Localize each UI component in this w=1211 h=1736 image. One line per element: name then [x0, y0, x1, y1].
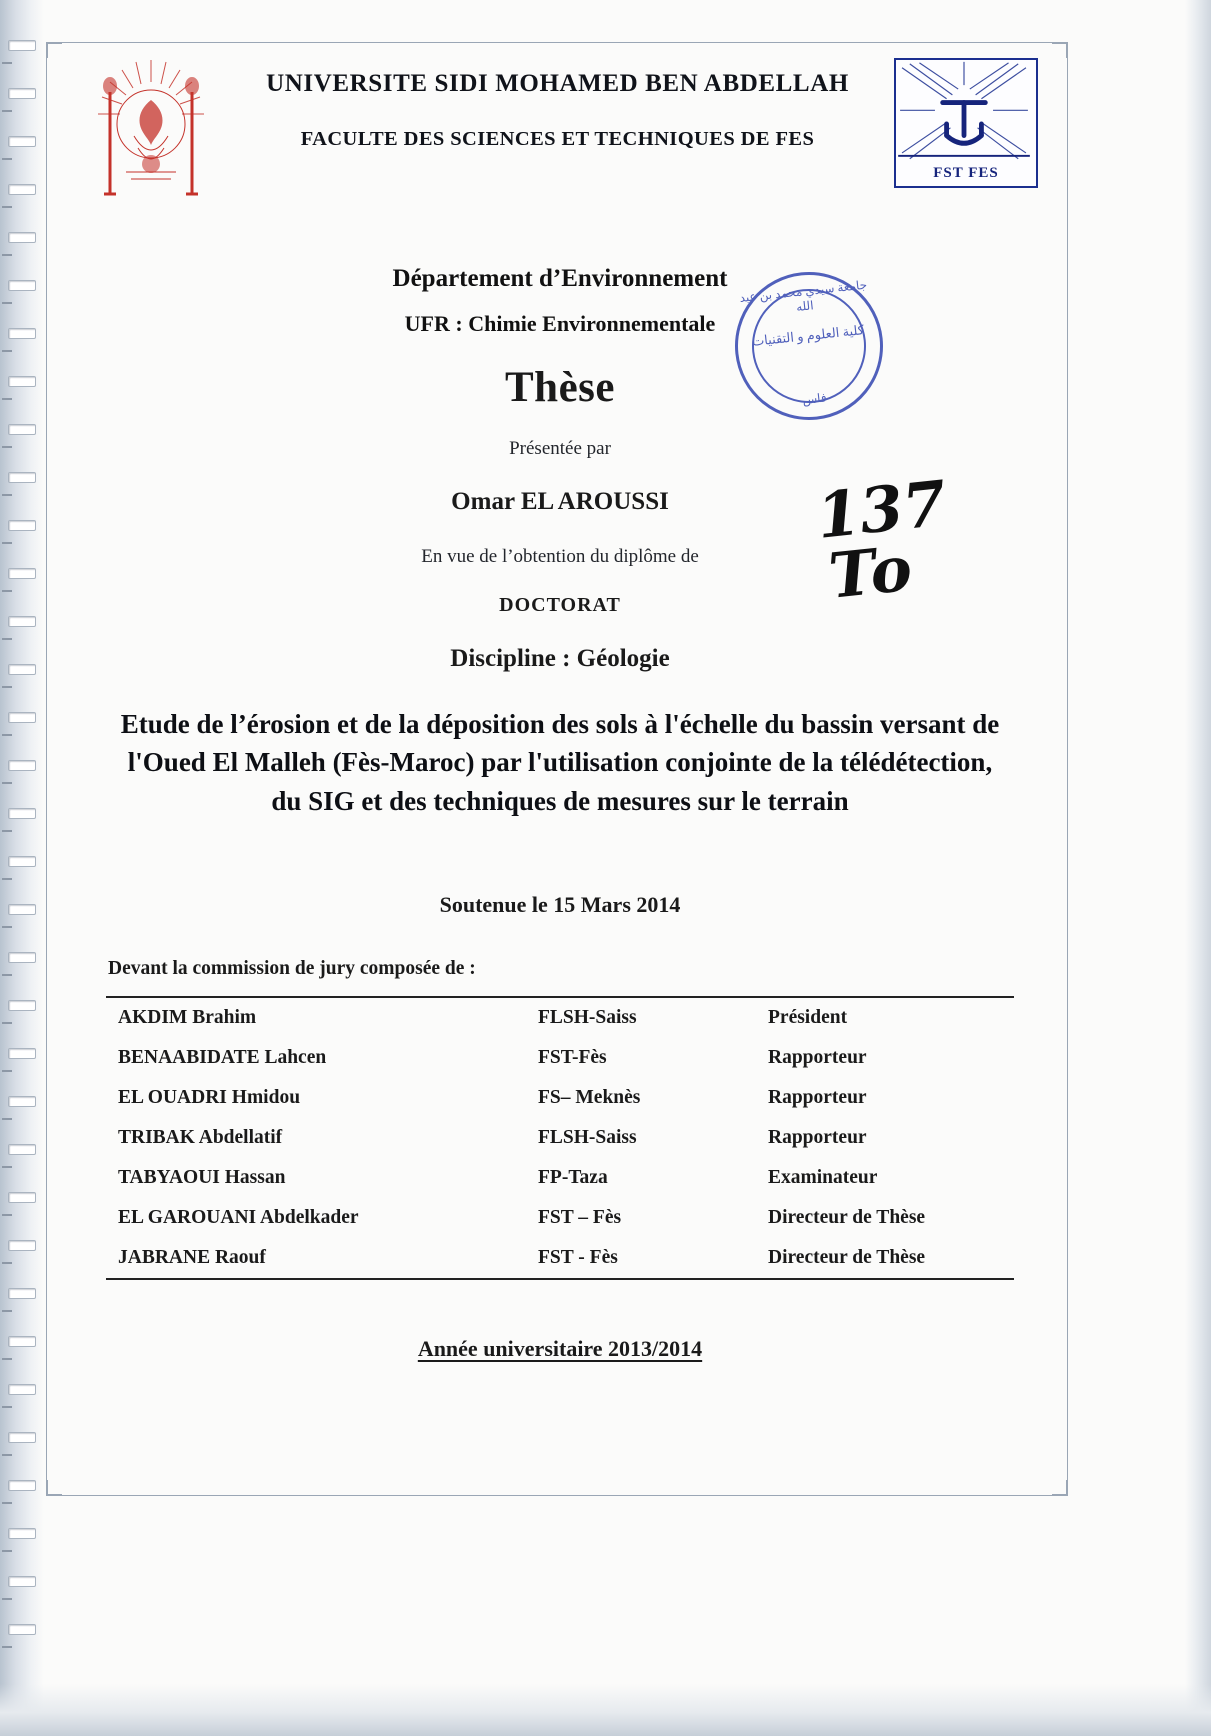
binding-tick	[2, 878, 12, 880]
jury-row	[106, 1238, 1014, 1279]
academic-year: Année universitaire 2013/2014	[417, 1335, 703, 1361]
binding-tick	[2, 686, 12, 688]
jury-row	[106, 1158, 1014, 1198]
handwritten-line-1: 137	[813, 466, 950, 553]
binding-hole	[8, 1336, 36, 1347]
handwritten-call-number	[813, 466, 955, 613]
jury-row	[106, 1078, 1014, 1118]
jury-member-role: Rapporteur	[768, 1086, 867, 1108]
jury-row	[106, 1118, 1014, 1158]
jury-member-role: Directeur de Thèse	[768, 1206, 926, 1228]
jury-member-affiliation: FST - Fès	[538, 1246, 618, 1268]
binding-tick	[2, 158, 12, 160]
jury-row	[106, 1038, 1014, 1078]
jury-member-name: TRIBAK Abdellatif	[118, 1126, 283, 1148]
jury-member-role: Directeur de Thèse	[768, 1246, 926, 1268]
jury-member-role: Examinateur	[768, 1166, 878, 1188]
jury-member-affiliation: FP-Taza	[538, 1166, 608, 1188]
binding-tick	[2, 590, 12, 592]
binding-hole	[8, 1240, 36, 1251]
binding-hole	[8, 136, 36, 147]
page-right-shadow	[1185, 0, 1211, 1736]
jury-member-name: AKDIM Brahim	[118, 1006, 257, 1028]
binding-hole	[8, 1048, 36, 1059]
university-name: UNIVERSITE SIDI MOHAMED BEN ABDELLAH	[266, 70, 849, 97]
jury-member-affiliation: FLSH-Saiss	[538, 1126, 637, 1148]
jury-member-affiliation: FST-Fès	[538, 1046, 607, 1068]
binding-tick	[2, 110, 12, 112]
binding-tick	[2, 1310, 12, 1312]
binding-tick	[2, 734, 12, 736]
binding-hole	[8, 952, 36, 963]
thesis-title: Etude de l’érosion et de la déposition des sols à l'échelle du bassin versant de l'Oued El Malleh (Fès-Maroc) par l'utilisation conjointe de la télédétection, du SIG et des techniques de mesures sur le terrain	[120, 709, 1000, 816]
binding-tick	[2, 638, 12, 640]
jury-member-affiliation: FLSH-Saiss	[538, 1006, 637, 1028]
binding-tick	[2, 1262, 12, 1264]
binding-hole	[8, 1624, 36, 1635]
binding-hole	[8, 1432, 36, 1443]
presented-by-label: Présentée par	[509, 438, 611, 459]
degree-name: DOCTORAT	[499, 594, 621, 616]
binding-hole	[8, 1384, 36, 1395]
jury-row	[106, 1198, 1014, 1238]
binding-hole	[8, 808, 36, 819]
jury-member-name: EL GAROUANI Abdelkader	[118, 1206, 359, 1228]
binding-hole	[8, 568, 36, 579]
binding-hole	[8, 424, 36, 435]
binding-hole	[8, 376, 36, 387]
binding-tick	[2, 62, 12, 64]
jury-member-role: Rapporteur	[768, 1046, 867, 1068]
binding-tick	[2, 1022, 12, 1024]
document-type-heading: Thèse	[505, 364, 615, 411]
page-header	[60, 48, 1060, 193]
binding-tick	[2, 1166, 12, 1168]
jury-row	[106, 997, 1014, 1038]
faculty-name: FACULTE DES SCIENCES ET TECHNIQUES DE FES	[300, 128, 815, 150]
spiral-binding-holes	[0, 40, 42, 1690]
binding-tick	[2, 1550, 12, 1552]
binding-hole	[8, 40, 36, 51]
binding-hole	[8, 232, 36, 243]
binding-tick	[2, 1358, 12, 1360]
binding-hole	[8, 616, 36, 627]
binding-hole	[8, 856, 36, 867]
binding-tick	[2, 1406, 12, 1408]
defense-date: Soutenue le 15 Mars 2014	[439, 891, 681, 917]
thesis-cover-page	[60, 48, 1060, 1488]
department-name: Département d’Environnement	[392, 265, 728, 292]
degree-purpose-label: En vue de l’obtention du diplôme de	[421, 546, 699, 567]
ufr-name: UFR : Chimie Environnementale	[404, 311, 716, 336]
binding-hole	[8, 184, 36, 195]
binding-tick	[2, 1454, 12, 1456]
discipline-line: Discipline : Géologie	[450, 645, 670, 672]
binding-tick	[2, 494, 12, 496]
jury-member-name: EL OUADRI Hmidou	[118, 1086, 301, 1108]
binding-tick	[2, 1070, 12, 1072]
jury-intro-label: Devant la commission de jury composée de :	[108, 957, 476, 979]
jury-member-name: TABYAOUI Hassan	[118, 1166, 286, 1188]
binding-hole	[8, 1144, 36, 1155]
binding-tick	[2, 830, 12, 832]
author-name: Omar EL AROUSSI	[451, 488, 669, 515]
binding-hole	[8, 904, 36, 915]
jury-member-name: BENAABIDATE Lahcen	[118, 1046, 327, 1068]
handwritten-line-2: To	[825, 531, 918, 613]
stamp-bottom-text: فاس	[801, 390, 828, 407]
binding-tick	[2, 206, 12, 208]
binding-tick	[2, 926, 12, 928]
binding-tick	[2, 1646, 12, 1648]
binding-tick	[2, 782, 12, 784]
binding-hole	[8, 328, 36, 339]
binding-tick	[2, 974, 12, 976]
binding-hole	[8, 1480, 36, 1491]
binding-hole	[8, 520, 36, 531]
university-seal-logo	[86, 52, 216, 202]
binding-hole	[8, 664, 36, 675]
binding-tick	[2, 398, 12, 400]
jury-member-role: Rapporteur	[768, 1126, 867, 1148]
binding-tick	[2, 1214, 12, 1216]
header-title-block	[230, 70, 885, 151]
jury-table	[106, 996, 1014, 1280]
binding-hole	[8, 1528, 36, 1539]
binding-hole	[8, 472, 36, 483]
binding-hole	[8, 88, 36, 99]
jury-member-affiliation: FS– Meknès	[538, 1086, 641, 1108]
stamp-middle-text: كلية العلوم و التقنيات	[751, 322, 865, 349]
binding-tick	[2, 1502, 12, 1504]
binding-hole	[8, 1096, 36, 1107]
stamp-top-text: جامعة سيدي محمد بن عبد الله	[738, 277, 868, 315]
jury-member-affiliation: FST – Fès	[538, 1206, 622, 1228]
jury-member-name: JABRANE Raouf	[118, 1246, 266, 1268]
binding-tick	[2, 542, 12, 544]
binding-tick	[2, 350, 12, 352]
binding-tick	[2, 254, 12, 256]
binding-hole	[8, 760, 36, 771]
binding-hole	[8, 1288, 36, 1299]
binding-hole	[8, 712, 36, 723]
binding-tick	[2, 302, 12, 304]
binding-tick	[2, 1598, 12, 1600]
binding-tick	[2, 446, 12, 448]
jury-member-role: Président	[768, 1006, 848, 1028]
binding-hole	[8, 280, 36, 291]
fst-fes-logo-label: FST FES	[933, 165, 999, 181]
binding-hole	[8, 1576, 36, 1587]
page-bottom-shadow	[0, 1684, 1211, 1736]
binding-hole	[8, 1000, 36, 1011]
binding-hole	[8, 1192, 36, 1203]
binding-tick	[2, 1118, 12, 1120]
fst-fes-logo	[894, 58, 1038, 188]
